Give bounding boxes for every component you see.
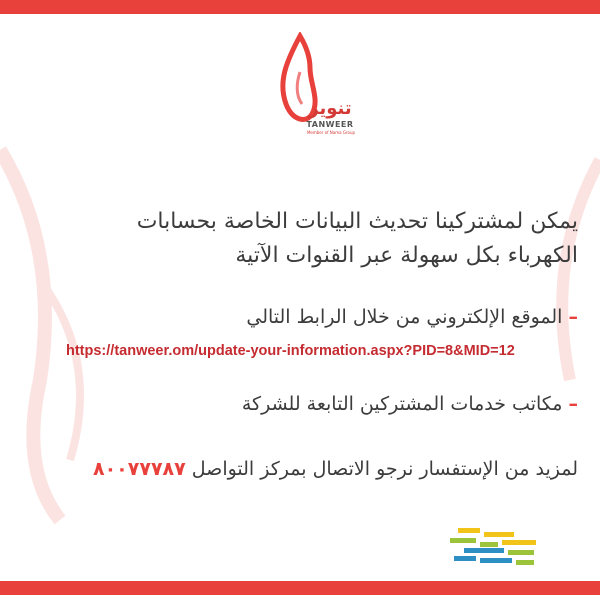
musandam-suffix: .net	[555, 571, 572, 581]
musandam-watermark	[472, 566, 572, 584]
logo-english-name: TANWEER	[306, 120, 354, 129]
bullet-dash: –	[568, 306, 578, 328]
intro-text	[38, 205, 578, 273]
contact-phone: ٨٠٠٧٧٧٨٧	[92, 458, 186, 480]
bullet-offices-text: مكاتب خدمات المشتركين التابعة للشركة	[241, 393, 563, 415]
contact-line	[93, 458, 578, 480]
update-info-link[interactable]: https://tanweer.om/update-your-information.aspx?PID=8&MID=12	[66, 343, 515, 359]
intro-line-1: يمكن لمشتركينا تحديث البيانات الخاصة بحسابات	[136, 209, 578, 234]
intro-line-2: الكهرباء بكل سهولة عبر القنوات الآتية	[235, 243, 578, 268]
bullet-offices	[242, 393, 578, 415]
bullet-dash: –	[568, 393, 578, 415]
musandam-name: Musandam	[472, 566, 556, 583]
bullet-website	[246, 306, 578, 328]
logo-tagline: Member of Nama Group	[306, 130, 356, 135]
contact-text: لمزيد من الإستفسار نرجو الاتصال بمركز التواصل	[191, 458, 578, 480]
logo-arabic-name: تنوير	[308, 98, 352, 119]
bullet-website-text: الموقع الإلكتروني من خلال الرابط التالي	[246, 306, 563, 328]
